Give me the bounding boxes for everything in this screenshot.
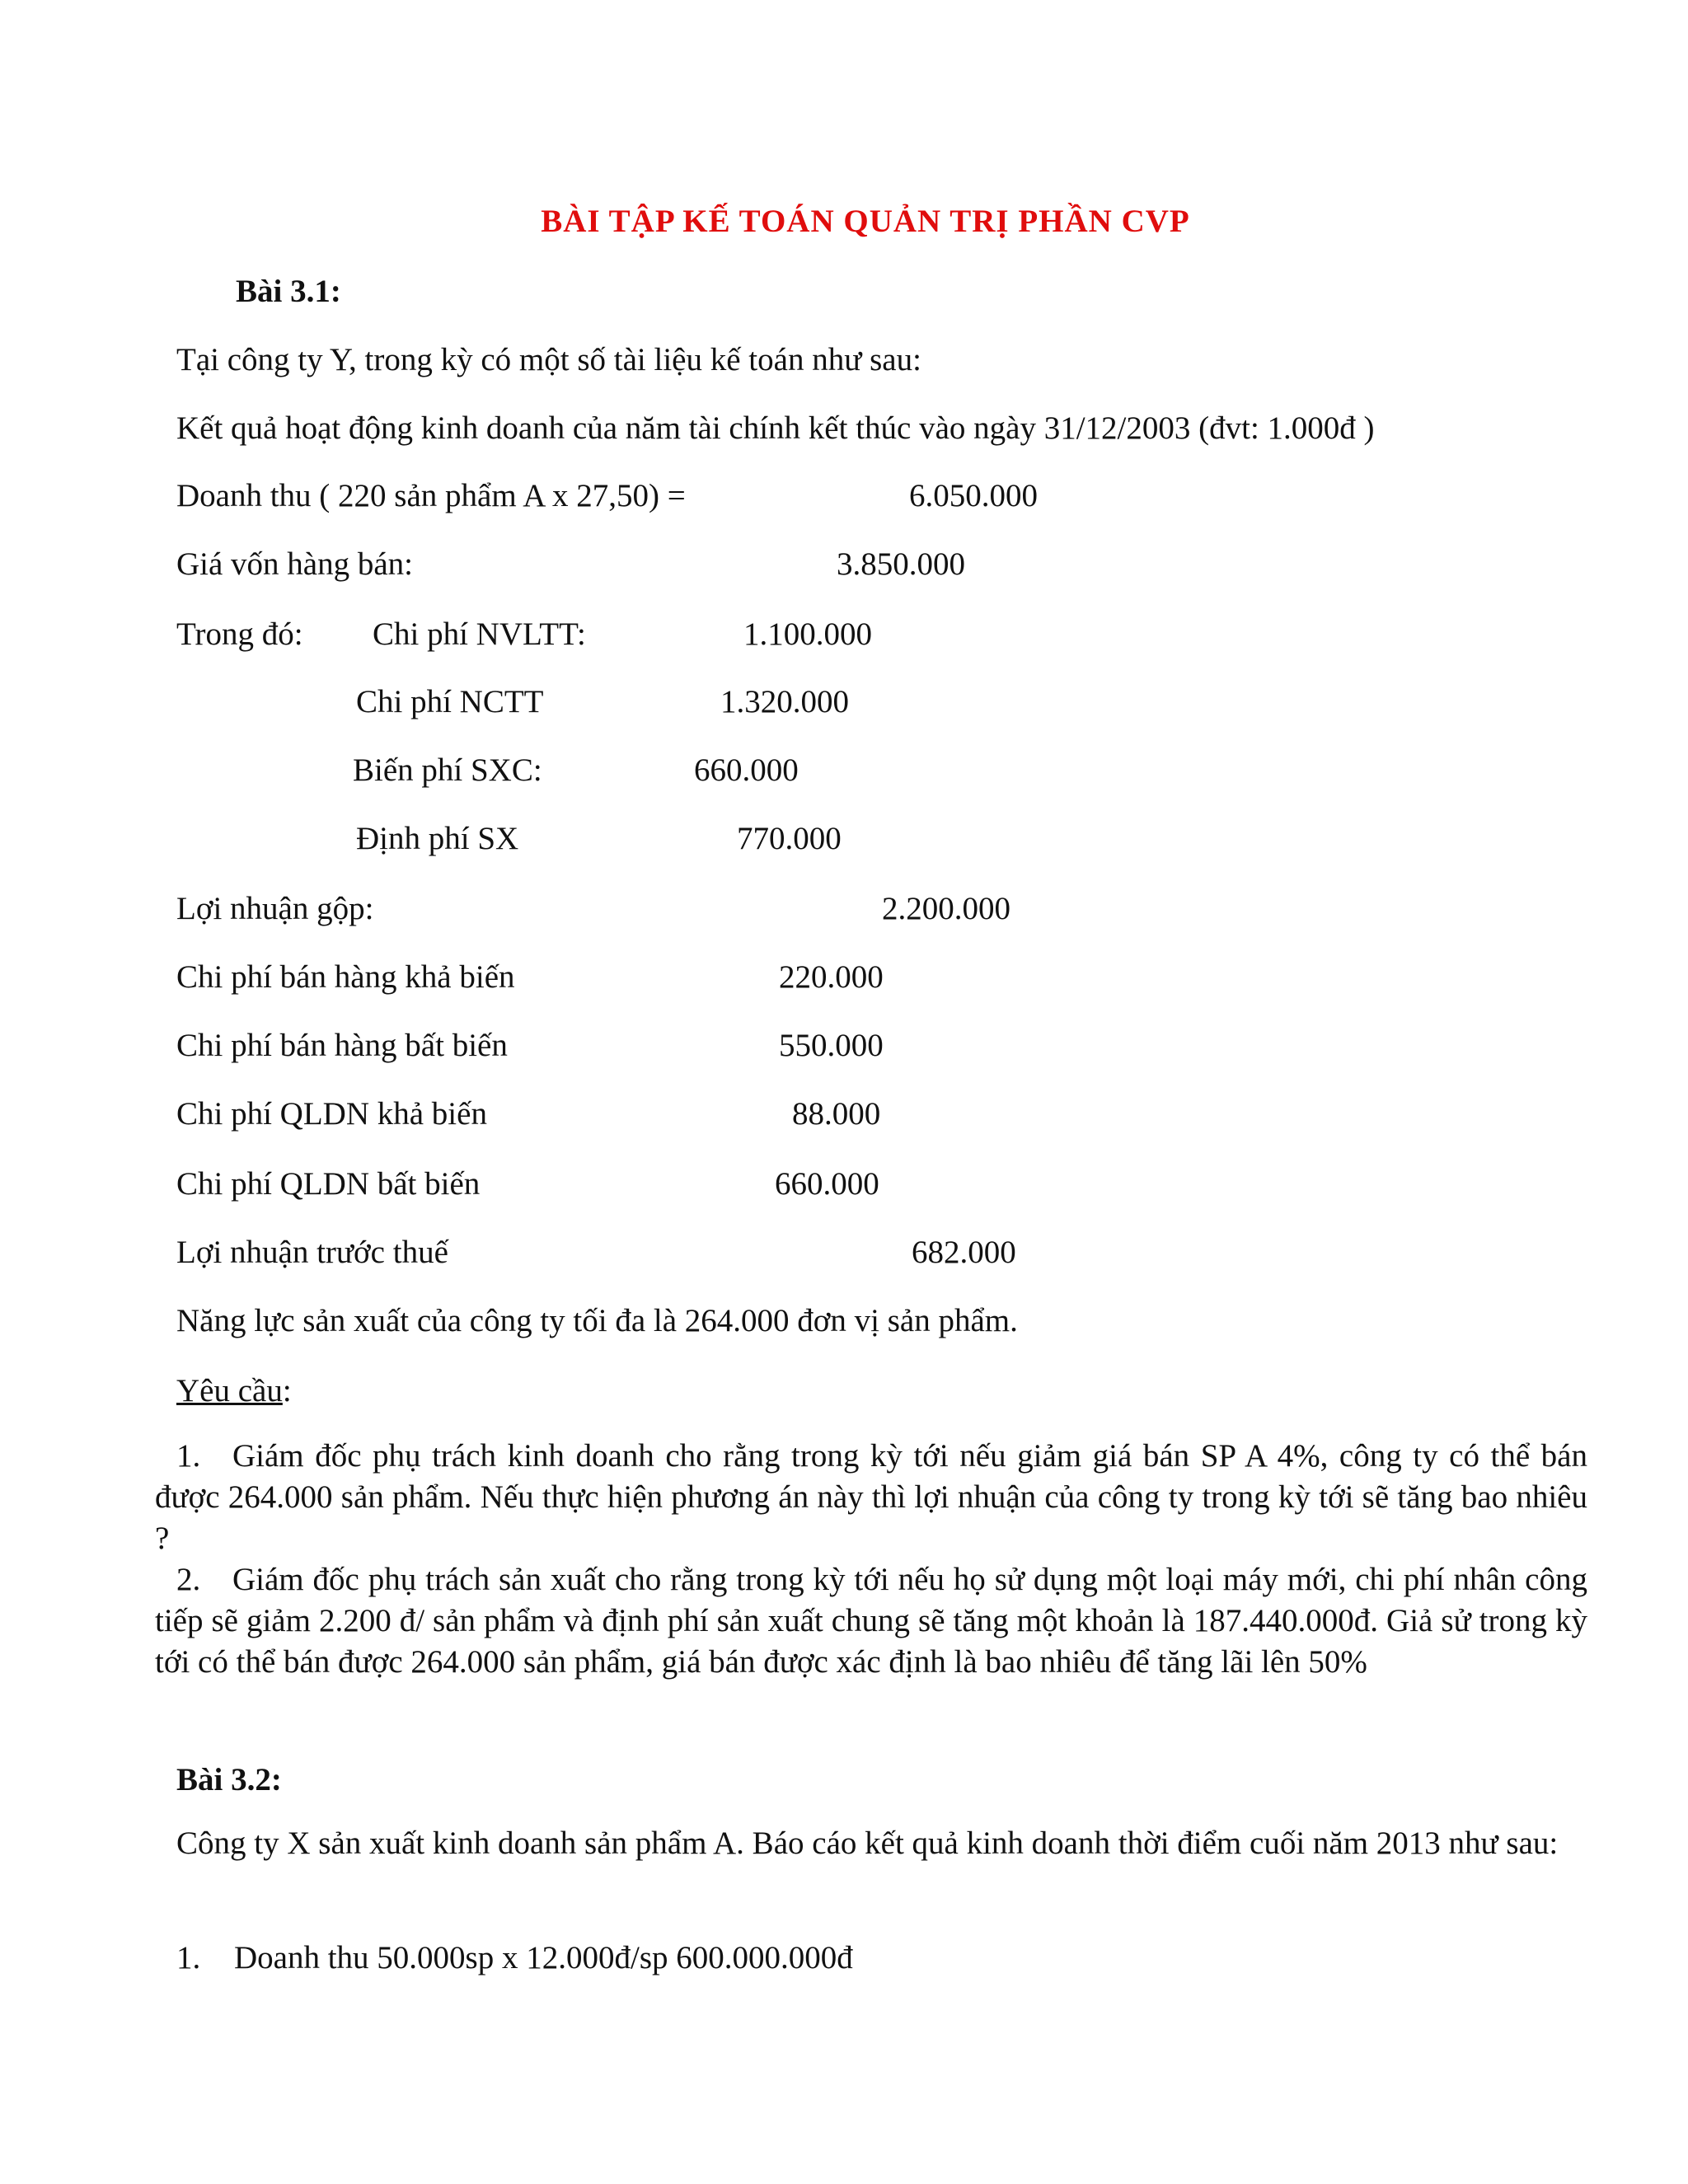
fixed-admin-label: Chi phí QLDN bất biến [176,1166,481,1202]
requirement-label: Yêu cầu [176,1373,283,1408]
exercise-2-item-1 [176,1942,853,1974]
fixed-overhead-value: 770.000 [737,821,842,856]
exercise-2-intro-text: Công ty X sản xuất kinh doanh sản phẩm A. Báo cáo kết quả kinh doanh thời điểm cuối năm 2013 như sau: [176,1825,1559,1861]
question-2 [155,1559,1587,1683]
question-2-number: 2. [176,1562,201,1597]
fixed-selling-value: 550.000 [779,1028,884,1063]
revenue-value: 6.050.000 [909,478,1038,513]
variable-admin-label: Chi phí QLDN khả biến [176,1096,487,1132]
direct-material-value: 1.100.000 [743,616,872,652]
direct-material-label: Chi phí NVLTT: [373,616,586,652]
gross-profit-label: Lợi nhuận gộp: [176,891,374,926]
variable-overhead-value: 660.000 [694,752,799,788]
exercise-1-intro: Tại công ty Y, trong kỳ có một số tài liệu kế toán như sau: [176,342,921,377]
exercise-2-item-1-text: Doanh thu 50.000sp x 12.000đ/sp 600.000.000đ [234,1940,853,1975]
capacity-statement: Năng lực sản xuất của công ty tối đa là 264.000 đơn vị sản phẩm. [176,1303,1018,1338]
pretax-profit-label: Lợi nhuận trước thuế [176,1235,448,1270]
result-statement-line: Kết quả hoạt động kinh doanh của năm tài chính kết thúc vào ngày 31/12/2003 (đvt: 1.000đ ) [176,410,1375,446]
breakdown-label: Trong đó: [176,616,303,652]
variable-selling-value: 220.000 [779,959,884,995]
question-2-text: Giám đốc phụ trách sản xuất cho rằng trong kỳ tới nếu họ sử dụng một loại máy mới, chi phí nhân công tiếp sẽ giảm 2.200 đ/ sản phẩm và định phí sản xuất chung sẽ tăng một khoản là 187.440.000đ. Giả sử trong kỳ tới có thể bán được 264.000 sản phẩm, giá bán được xác định là bao nhiêu để tăng lãi lên 50% [155,1562,1587,1680]
variable-overhead-label: Biến phí SXC: [353,752,542,788]
fixed-overhead-label: Định phí SX [356,821,519,856]
variable-selling-label: Chi phí bán hàng khả biến [176,959,515,995]
gross-profit-value: 2.200.000 [882,891,1010,926]
requirement-heading [176,1375,292,1407]
question-1-number: 1. [176,1438,201,1474]
fixed-admin-value: 660.000 [775,1166,879,1202]
variable-admin-value: 88.000 [792,1096,881,1132]
exercise-2-item-1-number: 1. [176,1940,201,1975]
exercise-1-heading: Bài 3.1: [236,274,341,309]
exercise-2-intro [155,1823,1587,1864]
direct-labor-label: Chi phí NCTT [356,684,544,719]
cogs-label: Giá vốn hàng bán: [176,546,414,582]
fixed-selling-label: Chi phí bán hàng bất biến [176,1028,508,1063]
question-1 [155,1436,1587,1559]
direct-labor-value: 1.320.000 [720,684,849,719]
cogs-value: 3.850.000 [837,546,965,582]
document-title: BÀI TẬP KẾ TOÁN QUẢN TRỊ PHẦN CVP [541,204,1190,239]
requirement-colon: : [282,1373,292,1408]
exercise-2-heading: Bài 3.2: [176,1762,282,1797]
revenue-label: Doanh thu ( 220 sản phẩm A x 27,50) = [176,478,686,513]
question-1-text: Giám đốc phụ trách kinh doanh cho rằng trong kỳ tới nếu giảm giá bán SP A 4%, công ty có thể bán được 264.000 sản phẩm. Nếu thực hiện phương án này thì lợi nhuận của công ty trong kỳ tới sẽ tăng bao nhiêu ? [155,1438,1587,1556]
pretax-profit-value: 682.000 [912,1235,1016,1270]
